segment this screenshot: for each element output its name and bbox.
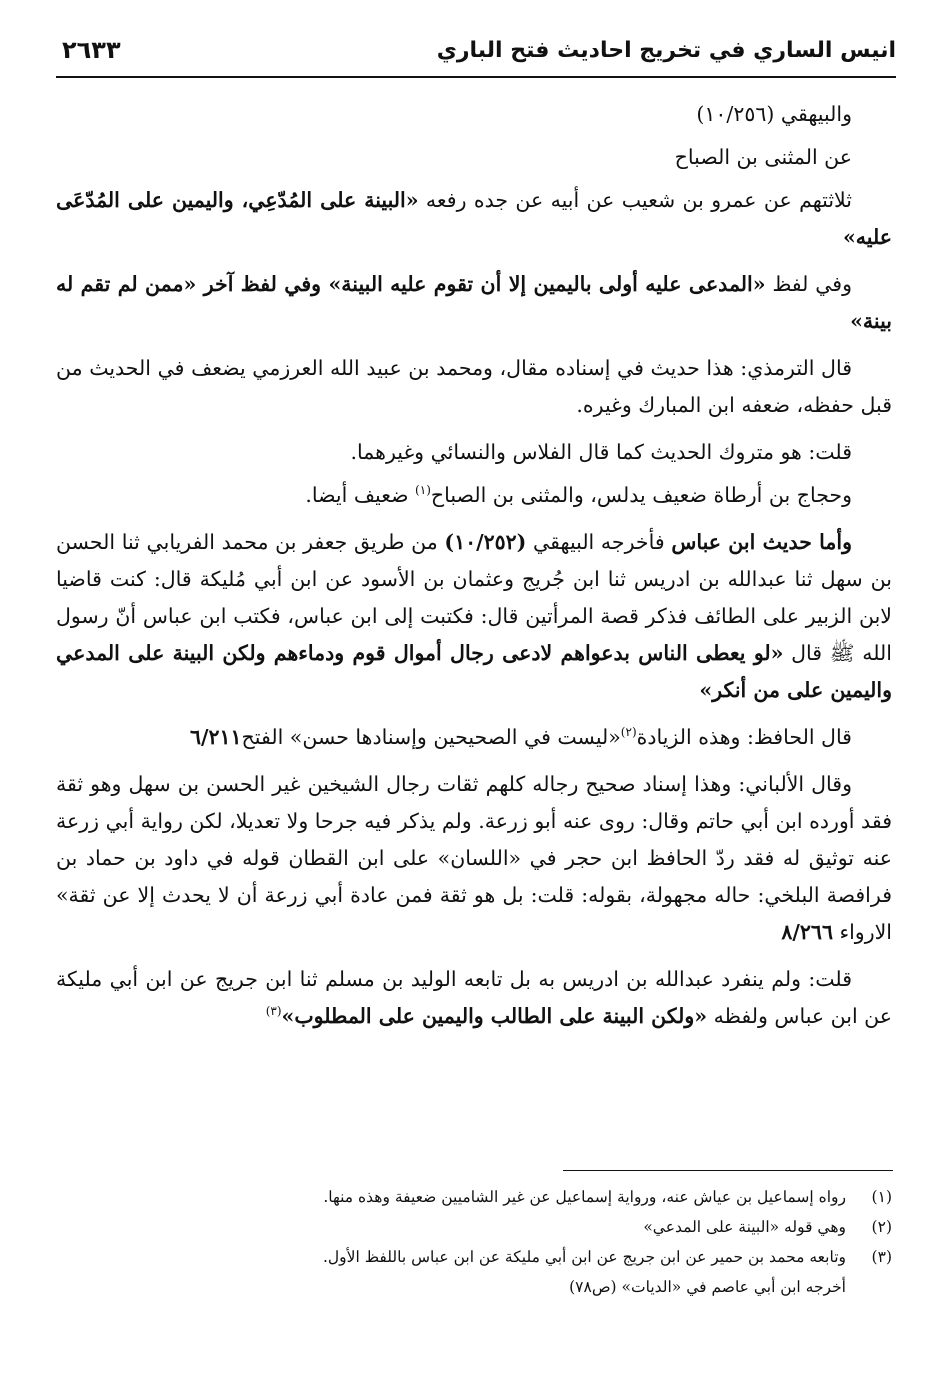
paragraph-8 [56, 524, 892, 709]
footnote-ref-3: (٣) [265, 1004, 282, 1019]
paragraph-7 [56, 477, 892, 514]
footnote-ref-2: (٢) [620, 725, 637, 740]
book-title: انيس الساري في تخريج احاديث فتح الباري [436, 38, 896, 63]
hadith-quote-2: «لو يعطى الناس بدعواهم لادعى رجال أموال قوم ودماءهم ولكن البينة على المدعي واليمين على من أنكر» [56, 641, 892, 702]
running-header [56, 34, 896, 74]
footnote-text-continued: أخرجه ابن أبي عاصم في «الديات» (ص٧٨) [569, 1278, 846, 1296]
paragraph-10 [56, 766, 892, 951]
section-lead: وأما حديث ابن عباس [671, 530, 852, 554]
paragraph-2: عن المثنى بن الصباح [674, 145, 852, 169]
page-number: ٢٦٣٣ [62, 36, 121, 64]
irwa-reference: ٨/٢٦٦ [781, 920, 833, 944]
paragraph-8-text: فأخرجه البيهقي [526, 530, 672, 554]
paragraph-3-text: ثلاثتهم عن عمرو بن شعيب عن أبيه عن جده رفعه [418, 188, 852, 212]
header-divider [56, 76, 896, 78]
paragraph-11-text: قلت: ولم ينفرد عبدالله بن ادريس به بل تابعه الوليد بن مسلم ثنا ابن جريج عن ابن أبي مليكة عن ابن عباس ولفظه [56, 967, 892, 1028]
footnotes [56, 1182, 892, 1302]
hadith-quote: «البينة على المُدّعِي، واليمين على المُدّعَى عليه» [56, 188, 892, 249]
paragraph-9 [56, 719, 892, 756]
paragraph-6: قلت: هو متروك الحديث كما قال الفلاس والنسائي وغيرهما. [350, 440, 852, 464]
footnote-ref-1: (١) [415, 483, 431, 498]
footnote-2 [56, 1212, 892, 1242]
paragraph-7-text: وحجاج بن أرطاة ضعيف يدلس، والمثنى بن الصباح [430, 483, 852, 507]
paragraph-9-quote: «ليست في الصحيحين وإسنادها حسن» الفتح [241, 725, 621, 749]
footnote-divider [563, 1170, 893, 1171]
paragraph-9-text: قال الحافظ: وهذه الزيادة [636, 725, 852, 749]
paragraph-11 [56, 961, 892, 1035]
paragraph-4 [56, 266, 892, 340]
footnote-3 [56, 1242, 892, 1302]
hadith-quote-3: «ولكن البينة على الطالب واليمين على المطلوب» [281, 1004, 708, 1028]
footnote-number: (٢) [871, 1218, 892, 1236]
paragraph-1: والبيهقي (١٠/٢٥٦) [696, 102, 852, 126]
paragraph-4-text: وفي لفظ [765, 272, 852, 296]
footnote-text-block [56, 1242, 846, 1302]
citation-ref: (١٠/٢٥٢) [444, 530, 527, 554]
paragraph-10-text: وقال الألباني: وهذا إسناد صحيح رجاله كلهم ثقات رجال الشيخين غير الحسن بن سهل وهو ثقة فقد أورده ابن أبي حاتم وقال: روى عنه أبو زرعة. ولم يذكر فيه جرحا ولا تعديلا، لكن رواية أبي زرعة عنه توثيق له فقد ردّ الحافظ ابن حجر في «اللسان» على ابن القطان قوله في داود بن حماد بن فرافصة البلخي: حاله مجهولة، بقوله: قلت: بل هو ثقة فمن عادة أبي زرعة أن لا يحدث إلا عن ثقة» الارواء [56, 772, 892, 944]
paragraph-3 [56, 182, 892, 256]
variant-wording: «المدعى عليه أولى باليمين إلا أن تقوم عليه البينة» وفي لفظ آخر «ممن لم تقم له بينة» [56, 272, 892, 333]
main-text [56, 96, 892, 1045]
footnote-text: وهي قوله «البينة على المدعي» [643, 1218, 846, 1236]
footnote-1 [56, 1182, 892, 1212]
paragraph-7-tail: ضعيف أيضا. [305, 483, 416, 507]
footnote-number: (١) [871, 1188, 892, 1206]
footnote-text: رواه إسماعيل بن عياش عنه، ورواية إسماعيل عن غير الشاميين ضعيفة وهذه منها. [323, 1188, 846, 1206]
paragraph-5: قال الترمذي: هذا حديث في إسناده مقال، ومحمد بن عبيد الله العرزمي يضعف في الحديث من قبل حفظه، ضعفه ابن المبارك وغيره. [56, 356, 892, 417]
paragraph-8-chain: من طريق جعفر بن محمد الفريابي ثنا الحسن بن سهل ثنا عبدالله بن ادريس ثنا ابن جُريج وعثمان بن الأسود عن ابن أبي مُليكة قال: كنت قاضيا لابن الزبير على الطائف فذكر قصة المرأتين قال: فكتبت إلى ابن عباس، فكتب ابن عباس أنّ رسول الله ﷺ قال [56, 530, 892, 665]
footnote-number: (٣) [871, 1248, 892, 1266]
fath-reference: ٦/٢١١ [190, 725, 242, 749]
footnote-text: وتابعه محمد بن حمير عن ابن جريج عن ابن أبي مليكة عن ابن عباس باللفظ الأول. [322, 1248, 846, 1266]
